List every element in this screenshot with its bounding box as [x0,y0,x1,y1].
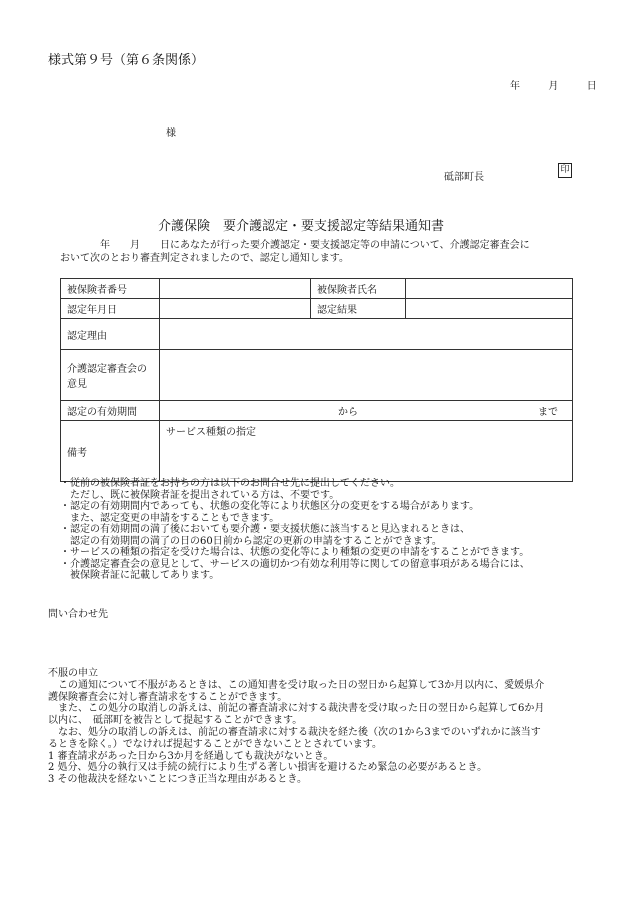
table-row [61,350,573,401]
appeal-heading: 不服の申立 [48,668,98,679]
committee-opinion-value [160,350,573,401]
period-until-label: まで [538,407,558,418]
cert-result-value [406,299,573,319]
table-row [61,421,573,482]
insured-name-label: 被保険者氏名 [311,279,406,299]
contact-label: 問い合わせ先 [48,609,108,620]
intro-line-1: 年 月 日にあなたが行った要介護認定・要支援認定等の申請について、介護認定審査会に [100,240,530,251]
note-line: また、認定変更の申請をすることもできます。 [70,512,280,524]
document-title: 介護保険 要介護認定・要支援認定等結果通知書 [158,219,445,234]
insured-number-label: 被保険者番号 [61,279,160,299]
addressee-suffix: 様 [166,128,176,139]
cert-date-value [160,299,311,319]
insured-name-value [406,279,573,299]
committee-opinion-label-line-2: 意見 [67,379,87,390]
committee-opinion-label [61,350,160,401]
cert-date-label: 認定年月日 [61,299,160,319]
note-line: 被保険者証に記載してあります。 [70,570,220,581]
period-from-label: から [338,407,358,418]
cert-result-label: 認定結果 [311,299,406,319]
valid-period-label: 認定の有効期間 [61,401,160,421]
valid-period-value [160,401,573,421]
note-line: 認定の有効期間の満了の日の60日前から認定の更新の申請をすることができます。 [70,535,442,547]
issue-date [510,77,597,92]
appeal-section [48,668,586,786]
appeal-line: るときを除く。）でなければ提起することができないこととされています。 [48,738,382,750]
intro-line-2: おいて次のとおり審査判定されましたので、認定し通知します。 [60,253,349,264]
note-line: ただし、既に被保険者証を提出されている方は、不要です。 [70,489,340,501]
insured-number-value [160,279,311,299]
note-line: ・認定の有効期間の満了後においても要介護・要支援状態に該当すると見込まれるときは、 [60,524,470,535]
service-designation-label: サービス種類の指定 [166,427,256,438]
table-row [61,319,573,350]
table-row [61,401,573,421]
committee-opinion-label-line-1: 介護認定審査会の [67,364,147,375]
seal-stamp: 印 [558,163,572,178]
appeal-line: 以内に、 砥部町を被告として提起することができます。 [48,715,303,727]
form-number: 様式第９号（第６条関係） [48,53,205,68]
table-row [61,299,573,319]
certification-table [60,278,573,482]
note-line: ・認定の有効期間内であっても、状態の変化等により状態区分の変更をする場合があります。 [60,501,480,512]
cert-reason-value [160,319,573,350]
note-line: ・サービスの種類の指定を受けた場合は、状態の変化等により種類の変更の申請をすることができます。 [60,547,530,558]
date-day-label: 日 [586,81,597,92]
table-row [61,279,573,299]
notes-section [60,478,590,582]
appeal-line: なお、処分の取消しの訴えは、前記の審査請求に対する裁決を経た後（次の1から3までのいずれかに該当す [58,726,541,738]
appeal-line: 護保険審査会に対し審査請求をすることができます。 [48,691,288,703]
date-month-label: 月 [548,81,559,92]
issuer-name: 砥部町長 [444,172,484,183]
appeal-line: 2 処分、処分の執行又は手続の続行により生ずる著しい損害を避けるため緊急の必要があるとき。 [48,762,488,774]
date-year-label: 年 [510,81,520,92]
appeal-line: 1 審査請求があった日から3か月を経過しても裁決がないとき。 [48,750,334,762]
remarks-value [160,421,573,482]
appeal-line: 3 その他裁決を経ないことにつき正当な理由があるとき。 [48,774,307,786]
note-line: ・介護認定審査会の意見として、サービスの適切かつ有効な利用等に関しての留意事項がある場合には、 [60,558,530,570]
note-line: ・従前の被保険者証をお持ちの方は以下のお問合せ先に提出してください。 [60,478,400,489]
intro-text [60,239,580,265]
appeal-line: この通知について不服があるときは、この通知書を受け取った日の翌日から起算して3か月以内に、愛媛県介 [58,679,545,691]
remarks-label: 備考 [61,421,160,482]
cert-reason-label: 認定理由 [61,319,160,350]
appeal-line: また、この処分の取消しの訴えは、前記の審査請求に対する裁決書を受け取った日の翌日から起算して6か月 [58,703,545,715]
